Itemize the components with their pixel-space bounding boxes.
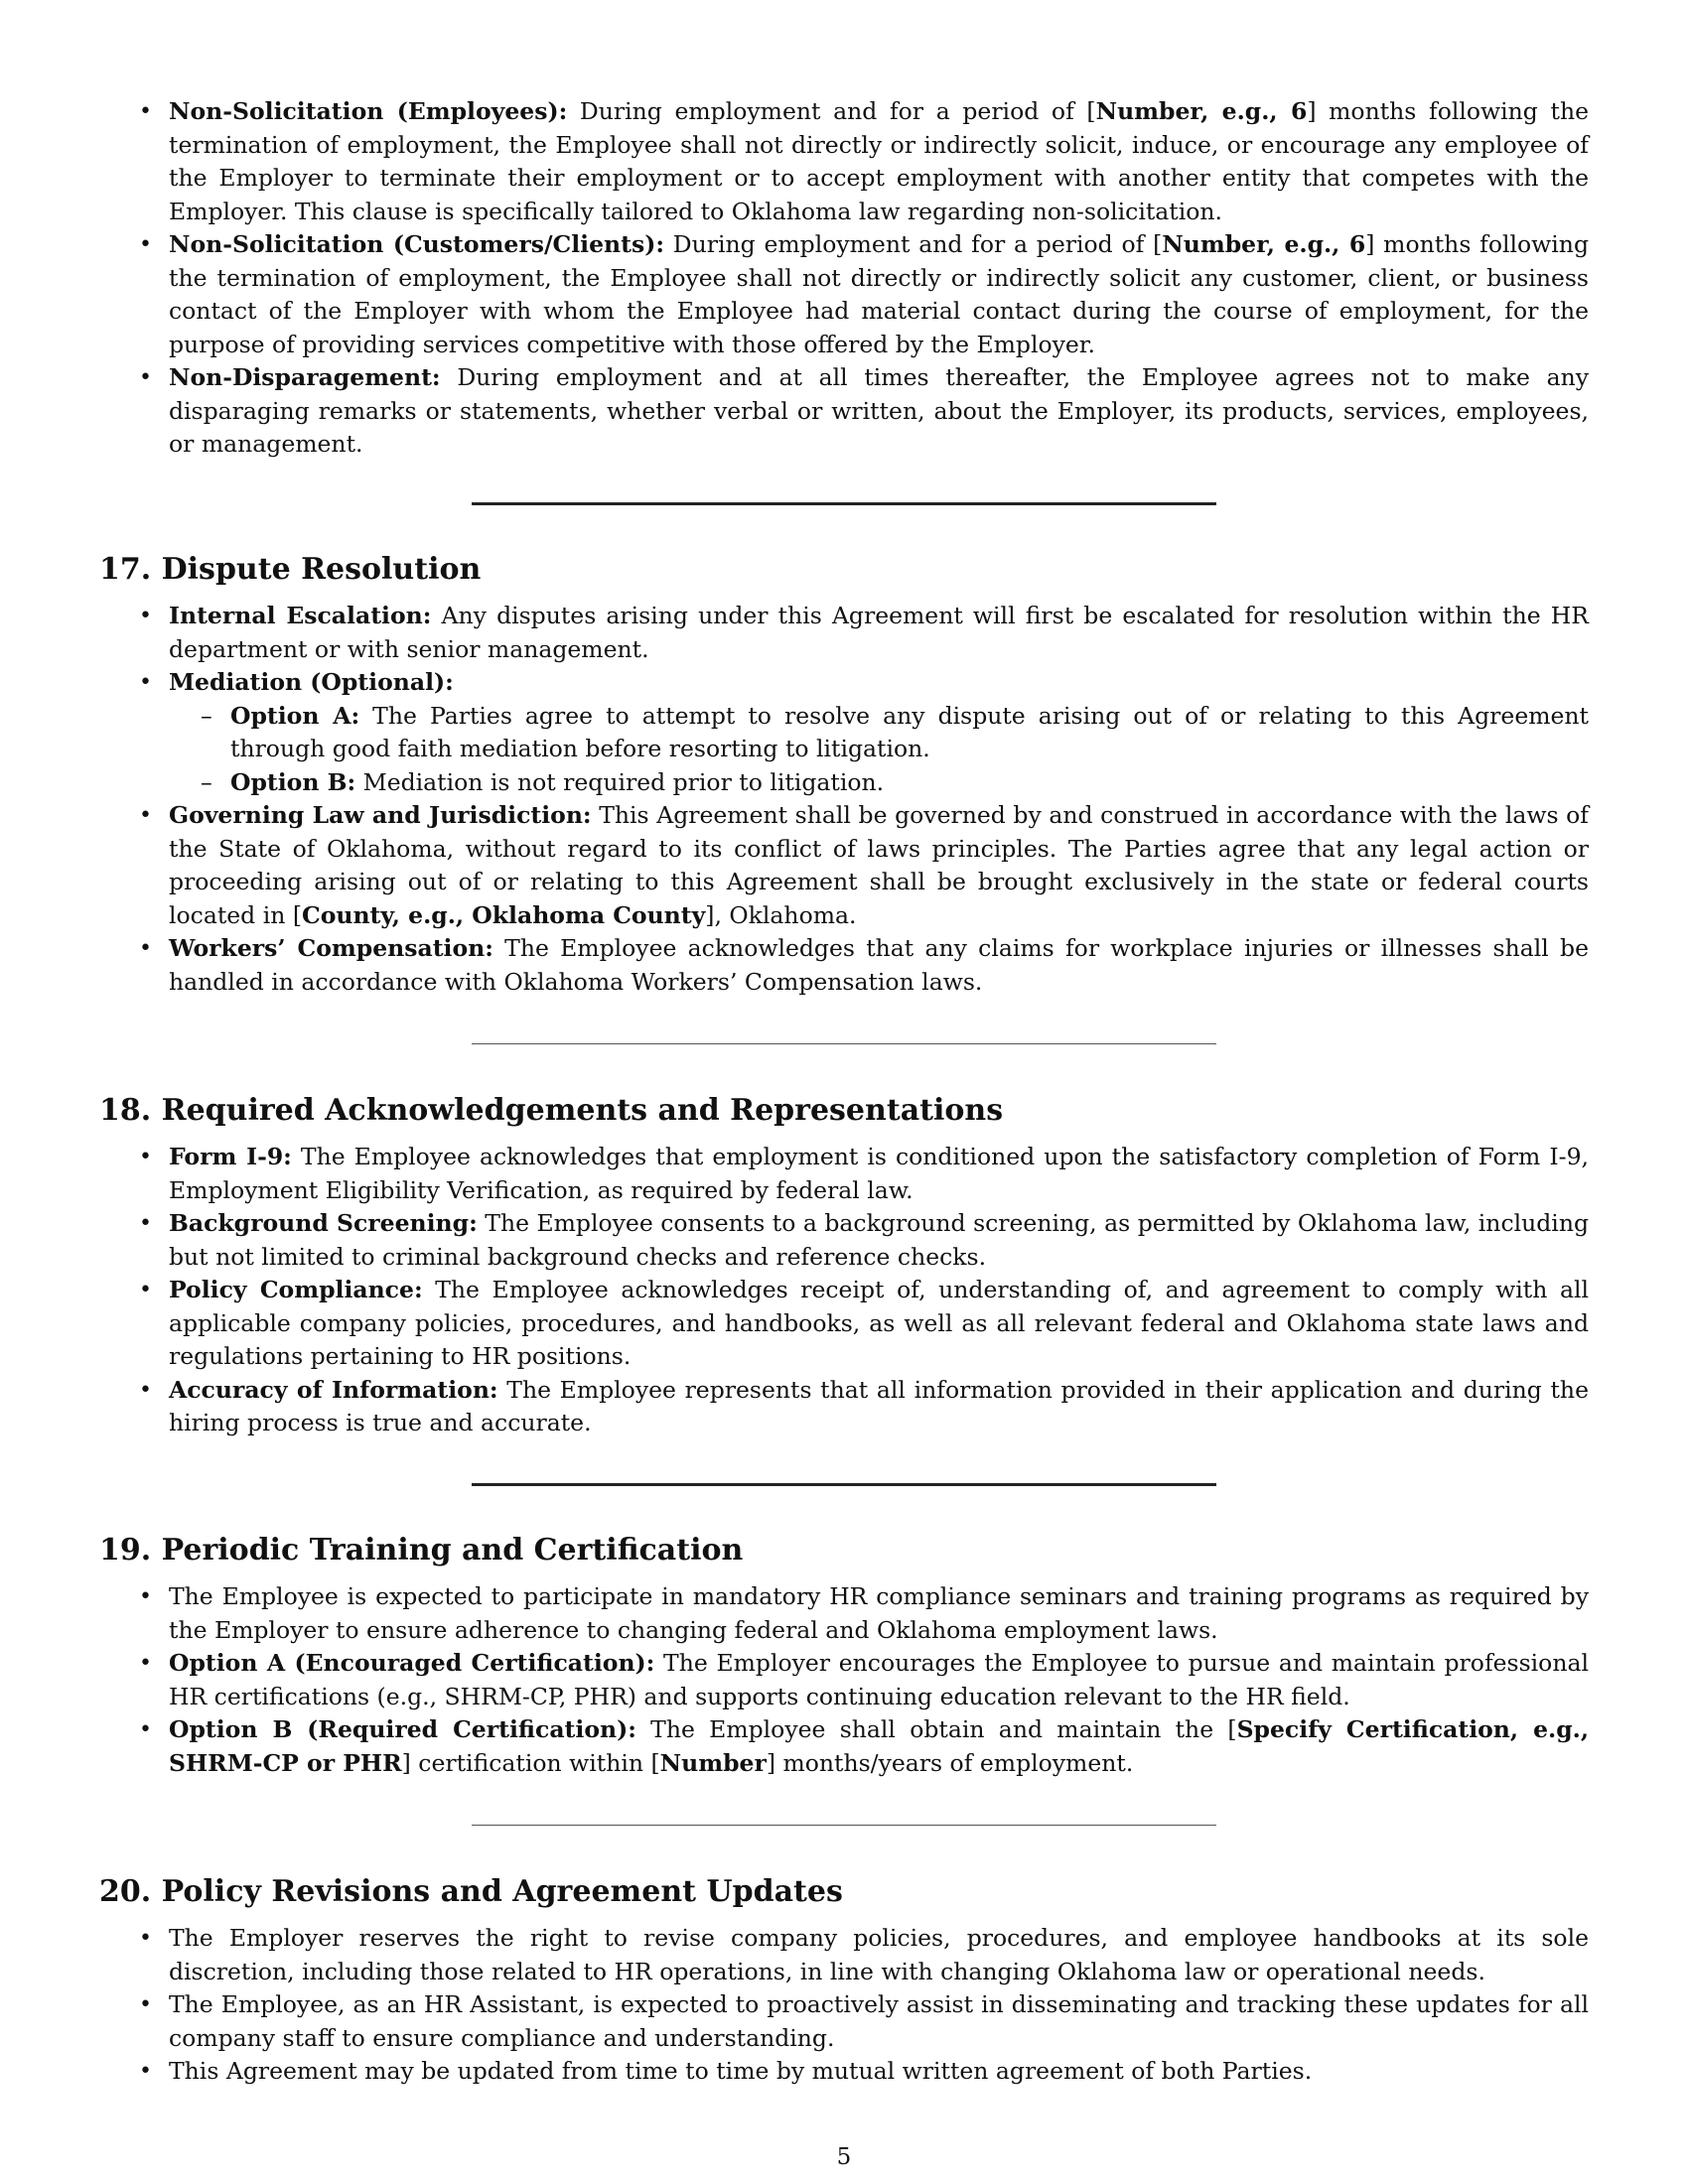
- section-18: [99, 1093, 1589, 1440]
- bullet-list: [99, 1141, 1589, 1440]
- bullet-list: [99, 1580, 1589, 1780]
- section-heading: 20. Policy Revisions and Agreement Updates: [99, 1874, 843, 1909]
- section-19: [99, 1533, 1589, 1780]
- bullet-list: [99, 95, 1589, 462]
- list-item: • Option B (Required Certification): The Employee shall obtain and maintain the [Specify Certification, e.g., SHRM-CP or PHR] certification within [Number] months/years of employment.: [169, 1713, 1589, 1780]
- section-heading: 18. Required Acknowledgements and Representations: [99, 1093, 1004, 1128]
- list-item: • The Employee is expected to participate in mandatory HR compliance seminars and training programs as required by the Employer to ensure adherence to changing federal and Oklahoma employment laws.: [169, 1580, 1589, 1647]
- section-heading: 17. Dispute Resolution: [99, 552, 482, 587]
- divider: [99, 502, 1589, 505]
- sub-list: [169, 700, 1589, 800]
- list-item: • Background Screening: The Employee consents to a background screening, as permitted by Oklahoma law, including but not limited to criminal background checks and reference checks.: [169, 1207, 1589, 1274]
- section-heading: 19. Periodic Training and Certification: [99, 1533, 744, 1568]
- sub-list-item: – Option B: Mediation is not required prior to litigation.: [230, 766, 1589, 800]
- list-item: • Non-Solicitation (Customers/Clients): During employment and for a period of [Number, e.g., 6] months following the termination of employment, the Employee shall not directly or indirectly solicit any customer, client, or business contact of the Employer with whom the Employee had material contact during the course of employment, for the purpose of providing services competitive with those offered by the Employer.: [169, 228, 1589, 361]
- section-20: [99, 1874, 1589, 2089]
- list-item: • Policy Compliance: The Employee acknowledges receipt of, understanding of, and agreement to comply with all applicable company policies, procedures, and handbooks, as well as all relevant federal and Oklahoma state laws and regulations pertaining to HR positions.: [169, 1274, 1589, 1374]
- list-item: • Option A (Encouraged Certification): The Employer encourages the Employee to pursue and maintain professional HR certifications (e.g., SHRM-CP, PHR) and supports continuing education relevant to the HR field.: [169, 1647, 1589, 1713]
- list-item: • The Employer reserves the right to revise company policies, procedures, and employee handbooks at its sole discretion, including those related to HR operations, in line with changing Oklahoma law or operational needs.: [169, 1922, 1589, 1988]
- list-item: • Form I-9: The Employee acknowledges that employment is conditioned upon the satisfactory completion of Form I-9, Employment Eligibility Verification, as required by federal law.: [169, 1141, 1589, 1207]
- divider: [99, 1483, 1589, 1486]
- list-item: • This Agreement may be updated from time to time by mutual written agreement of both Parties.: [169, 2055, 1589, 2089]
- list-item: • Workers’ Compensation: The Employee acknowledges that any claims for workplace injuries or illnesses shall be handled in accordance with Oklahoma Workers’ Compensation laws.: [169, 932, 1589, 999]
- list-item: • The Employee, as an HR Assistant, is expected to proactively assist in disseminating and tracking these updates for all company staff to ensure compliance and understanding.: [169, 1988, 1589, 2055]
- bullet-list: [99, 600, 1589, 999]
- list-item: • Non-Disparagement: During employment and at all times thereafter, the Employee agrees not to make any disparaging remarks or statements, whether verbal or written, about the Employer, its products, services, employees, or management.: [169, 361, 1589, 462]
- sub-list-item: – Option A: The Parties agree to attempt to resolve any dispute arising out of or relating to this Agreement through good faith mediation before resorting to litigation.: [230, 700, 1589, 766]
- bullet-list: [99, 1922, 1589, 2089]
- list-item: • Accuracy of Information: The Employee represents that all information provided in their application and during the hiring process is true and accurate.: [169, 1374, 1589, 1440]
- section-16-continued: [99, 95, 1589, 462]
- list-item: • Mediation (Optional): – Option A: The Parties agree to attempt to resolve any dispute arising out of or relating to this Agreement through good faith mediation before resorting to litigation. – Option B: Mediation is not required prior to litigation.: [169, 666, 1589, 799]
- list-item: • Governing Law and Jurisdiction: This Agreement shall be governed by and construed in accordance with the laws of the State of Oklahoma, without regard to its conflict of laws principles. The Parties agree that any legal action or proceeding arising out of or relating to this Agreement shall be brought exclusively in the state or federal courts located in [County, e.g., Oklahoma County], Oklahoma.: [169, 799, 1589, 932]
- section-17: [99, 552, 1589, 999]
- divider: [99, 1043, 1589, 1044]
- list-item: • Non-Solicitation (Employees): During employment and for a period of [Number, e.g., 6] months following the termination of employment, the Employee shall not directly or indirectly solicit, induce, or encourage any employee of the Employer to terminate their employment or to accept employment with another entity that competes with the Employer. This clause is specifically tailored to Oklahoma law regarding non-solicitation.: [169, 95, 1589, 228]
- list-item: • Internal Escalation: Any disputes arising under this Agreement will first be escalated for resolution within the HR department or with senior management.: [169, 600, 1589, 666]
- page-number: 5: [836, 2144, 852, 2170]
- divider: [99, 1825, 1589, 1826]
